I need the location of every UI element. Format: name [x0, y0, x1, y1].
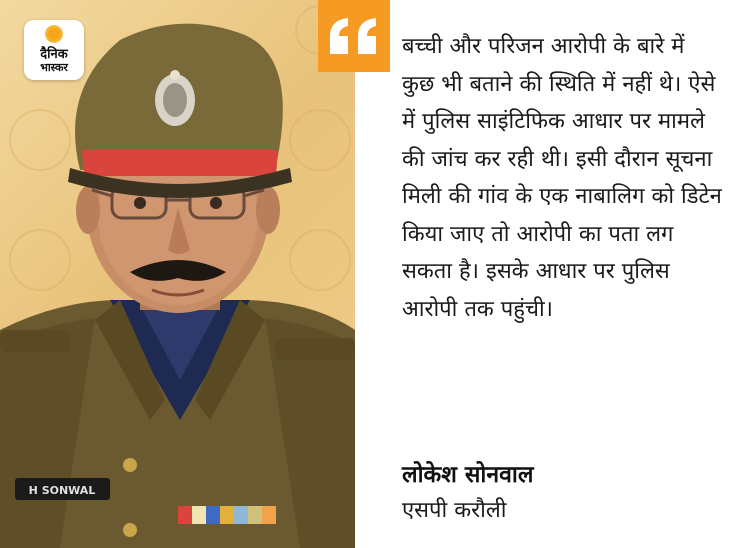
- logo-line-1: दैनिक: [40, 47, 68, 62]
- sun-icon: [45, 25, 63, 43]
- officer-photo: [0, 0, 355, 548]
- officer-illustration: [0, 0, 355, 548]
- dainik-bhaskar-logo: [24, 20, 84, 80]
- name-tag: H SONWAL: [28, 484, 96, 497]
- author-designation: एसपी करौली: [402, 498, 507, 523]
- logo-line-2: भास्कर: [40, 61, 68, 74]
- quote-mark-icon: [318, 0, 390, 72]
- author-name: लोकेश सोनवाल: [402, 462, 534, 488]
- medal-ribbons: [178, 506, 276, 524]
- quote-text: बच्ची और परिजन आरोपी के बारे में कुछ भी बताने की स्थिति में नहीं थे। ऐसे में पुलिस साइंटिफिक आधार पर मामले की जांच कर रही थी। इसी दौरान सूचना मिली की गांव के एक नाबालिग को डिटेन किया जाए तो आरोपी का पता लग सकता है। इसके आधार पर पुलिस आरोपी तक पहुंची।: [402, 34, 722, 322]
